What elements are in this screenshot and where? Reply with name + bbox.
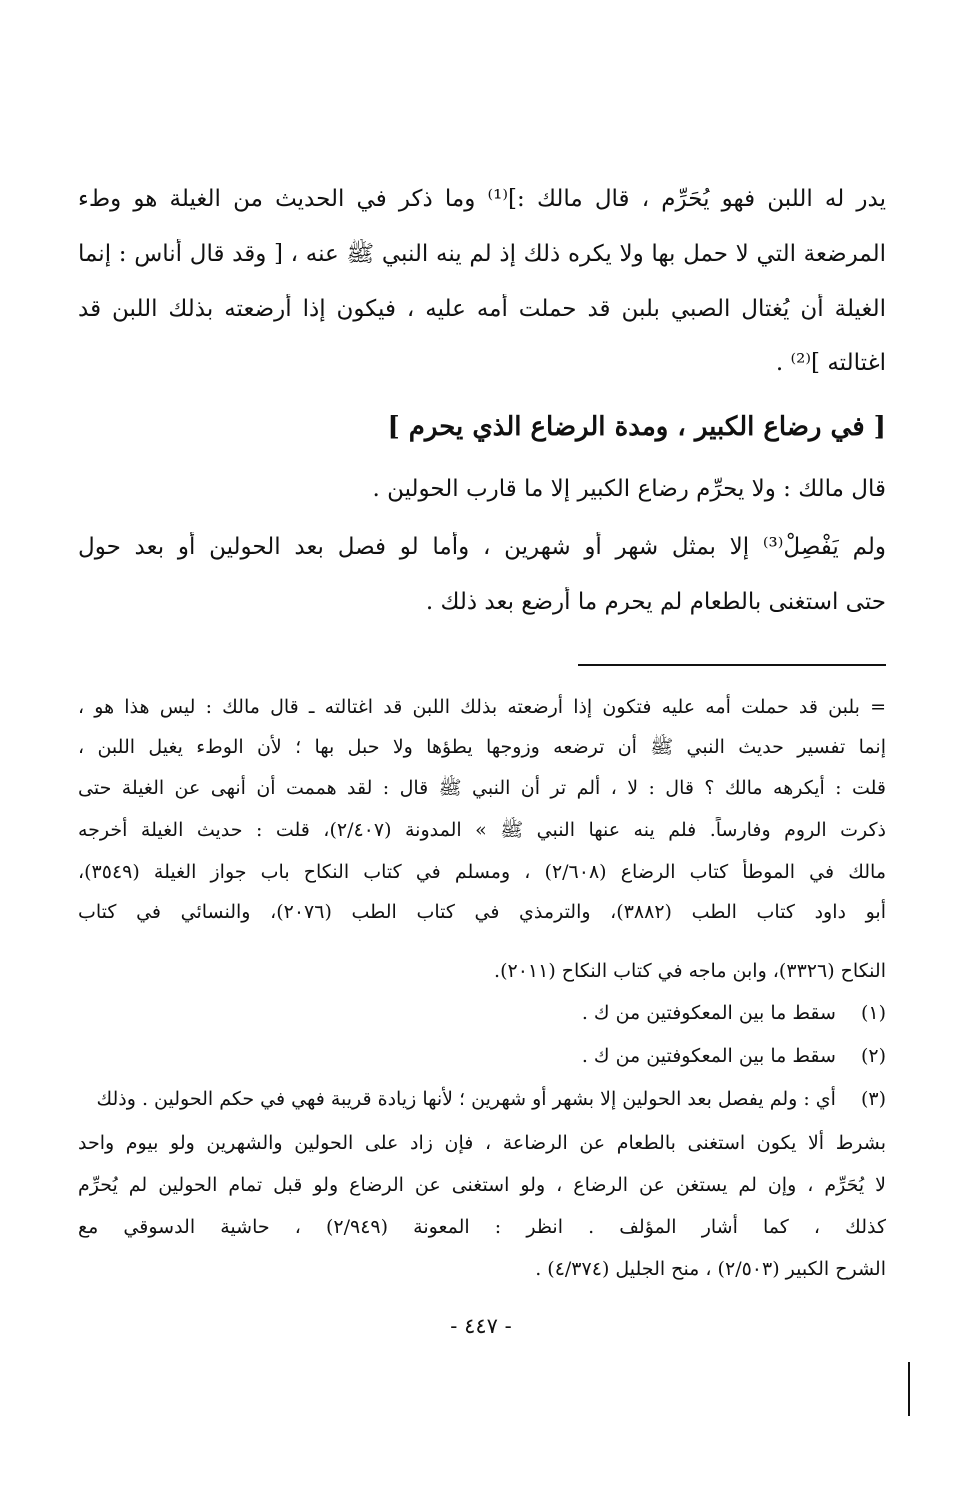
footnote-2 (78, 1043, 886, 1069)
body-line: يدر له اللبن فهو يُحَرِّم ، قال مالك :]⁽¹⁾ وما ذكر في الحديث من الغيلة هو وطء (78, 186, 886, 212)
footnote-line: كذلك ، كما أشار المؤلف . انظر : المعونة (٢/٩٤٩) ، حاشية الدسوقي مع (78, 1216, 886, 1238)
footnote-1 (78, 1000, 886, 1026)
footnote-marker: (٢) (860, 1045, 886, 1067)
body-line: ولم يَفْصِلْ⁽³⁾ إلا بمثل شهر أو شهرين ، وأما لو فصل بعد الحولين أو بعد حول (78, 534, 886, 560)
page-number: - ٤٤٧ - (450, 1314, 512, 1338)
footnote-line: بشرط ألا يكون استغنى بالطعام عن الرضاعة ، فإن زاد على الحولين والشهرين ولو بيوم واحد (78, 1132, 886, 1154)
footnote-line: لا يُحَرِّم ، وإن لم يستغن عن الرضاع ، ولو استغنى عن الرضاع ولو قبل تمام الحولين لم يُحرِّم (78, 1174, 886, 1196)
body-line: اغتالته ]⁽²⁾ . (775, 350, 886, 376)
footnote-text: سقط ما بين المعكوفتين من ك . (581, 1045, 836, 1067)
footnote-line: الشرح الكبير (٢/٥٠٣) ، منح الجليل (٤/٣٧٤) . (535, 1258, 886, 1280)
footnote-separator (578, 664, 886, 666)
body-line: حتى استغنى بالطعام لم يحرم ما أرضع بعد ذلك . (425, 589, 886, 615)
footnote-text: أي : ولم يفصل بعد الحولين إلا بشهر أو شهرين ؛ لأنها زيادة قريبة فهي في حكم الحولين . وذلك (96, 1088, 836, 1110)
footnote-line: النكاح (٣٣٢٦)، وابن ماجه في كتاب النكاح (٢٠١١). (494, 960, 886, 982)
margin-mark (908, 1362, 910, 1416)
footnote-line: أبو داود كتاب الطب (٣٨٨٢)، والترمذي في كتاب الطب (٢٠٧٦)، والنسائي في كتاب (78, 901, 886, 923)
footnote-3 (78, 1086, 886, 1112)
footnote-line: ذكرت الروم وفارساً. فلم ينه عنها النبي ﷺ » المدونة (٢/٤٠٧)، قلت : حديث الغيلة أخرجه (78, 819, 886, 841)
footnote-line: قلت : أيكرهه مالك ؟ قال : لا ، ألم تر أن النبي ﷺ قال : لقد هممت أن أنهى عن الغيلة حتى (78, 777, 886, 799)
footnote-marker: (٣) (860, 1088, 886, 1110)
footnote-line: مالك في الموطأ كتاب الرضاع (٢/٦٠٨) ، ومسلم في كتاب النكاح باب جواز الغيلة (٣٥٤٩)، (78, 861, 886, 883)
section-heading: [ في رضاع الكبير ، ومدة الرضاع الذي يحرم ] (387, 412, 886, 442)
footnote-text: سقط ما بين المعكوفتين من ك . (581, 1002, 836, 1024)
body-line: قال مالك : ولا يحرِّم رضاع الكبير إلا ما قارب الحولين . (372, 476, 886, 502)
footnote-line: إنما تفسير حديث النبي ﷺ أن ترضعه وزوجها يطؤها ولا حبل بها ؛ لأن الوطء يغيل اللبن ، (78, 736, 886, 758)
footnote-marker: (١) (860, 1002, 886, 1024)
footnote-line: = بلبن قد حملت أمه عليه فتكون إذا أرضعته بذلك اللبن قد اغتالته ـ قال مالك : ليس هذا هو ، (78, 696, 886, 718)
body-line: المرضعة التي لا حمل بها ولا يكره ذلك إذ لم ينه النبي ﷺ عنه ، [ وقد قال أناس : إنما (78, 241, 886, 267)
body-line: الغيلة أن يُغتال الصبي بلبن قد حملت أمه عليه ، فيكون إذا أرضعته بذلك اللبن قد (78, 296, 886, 322)
